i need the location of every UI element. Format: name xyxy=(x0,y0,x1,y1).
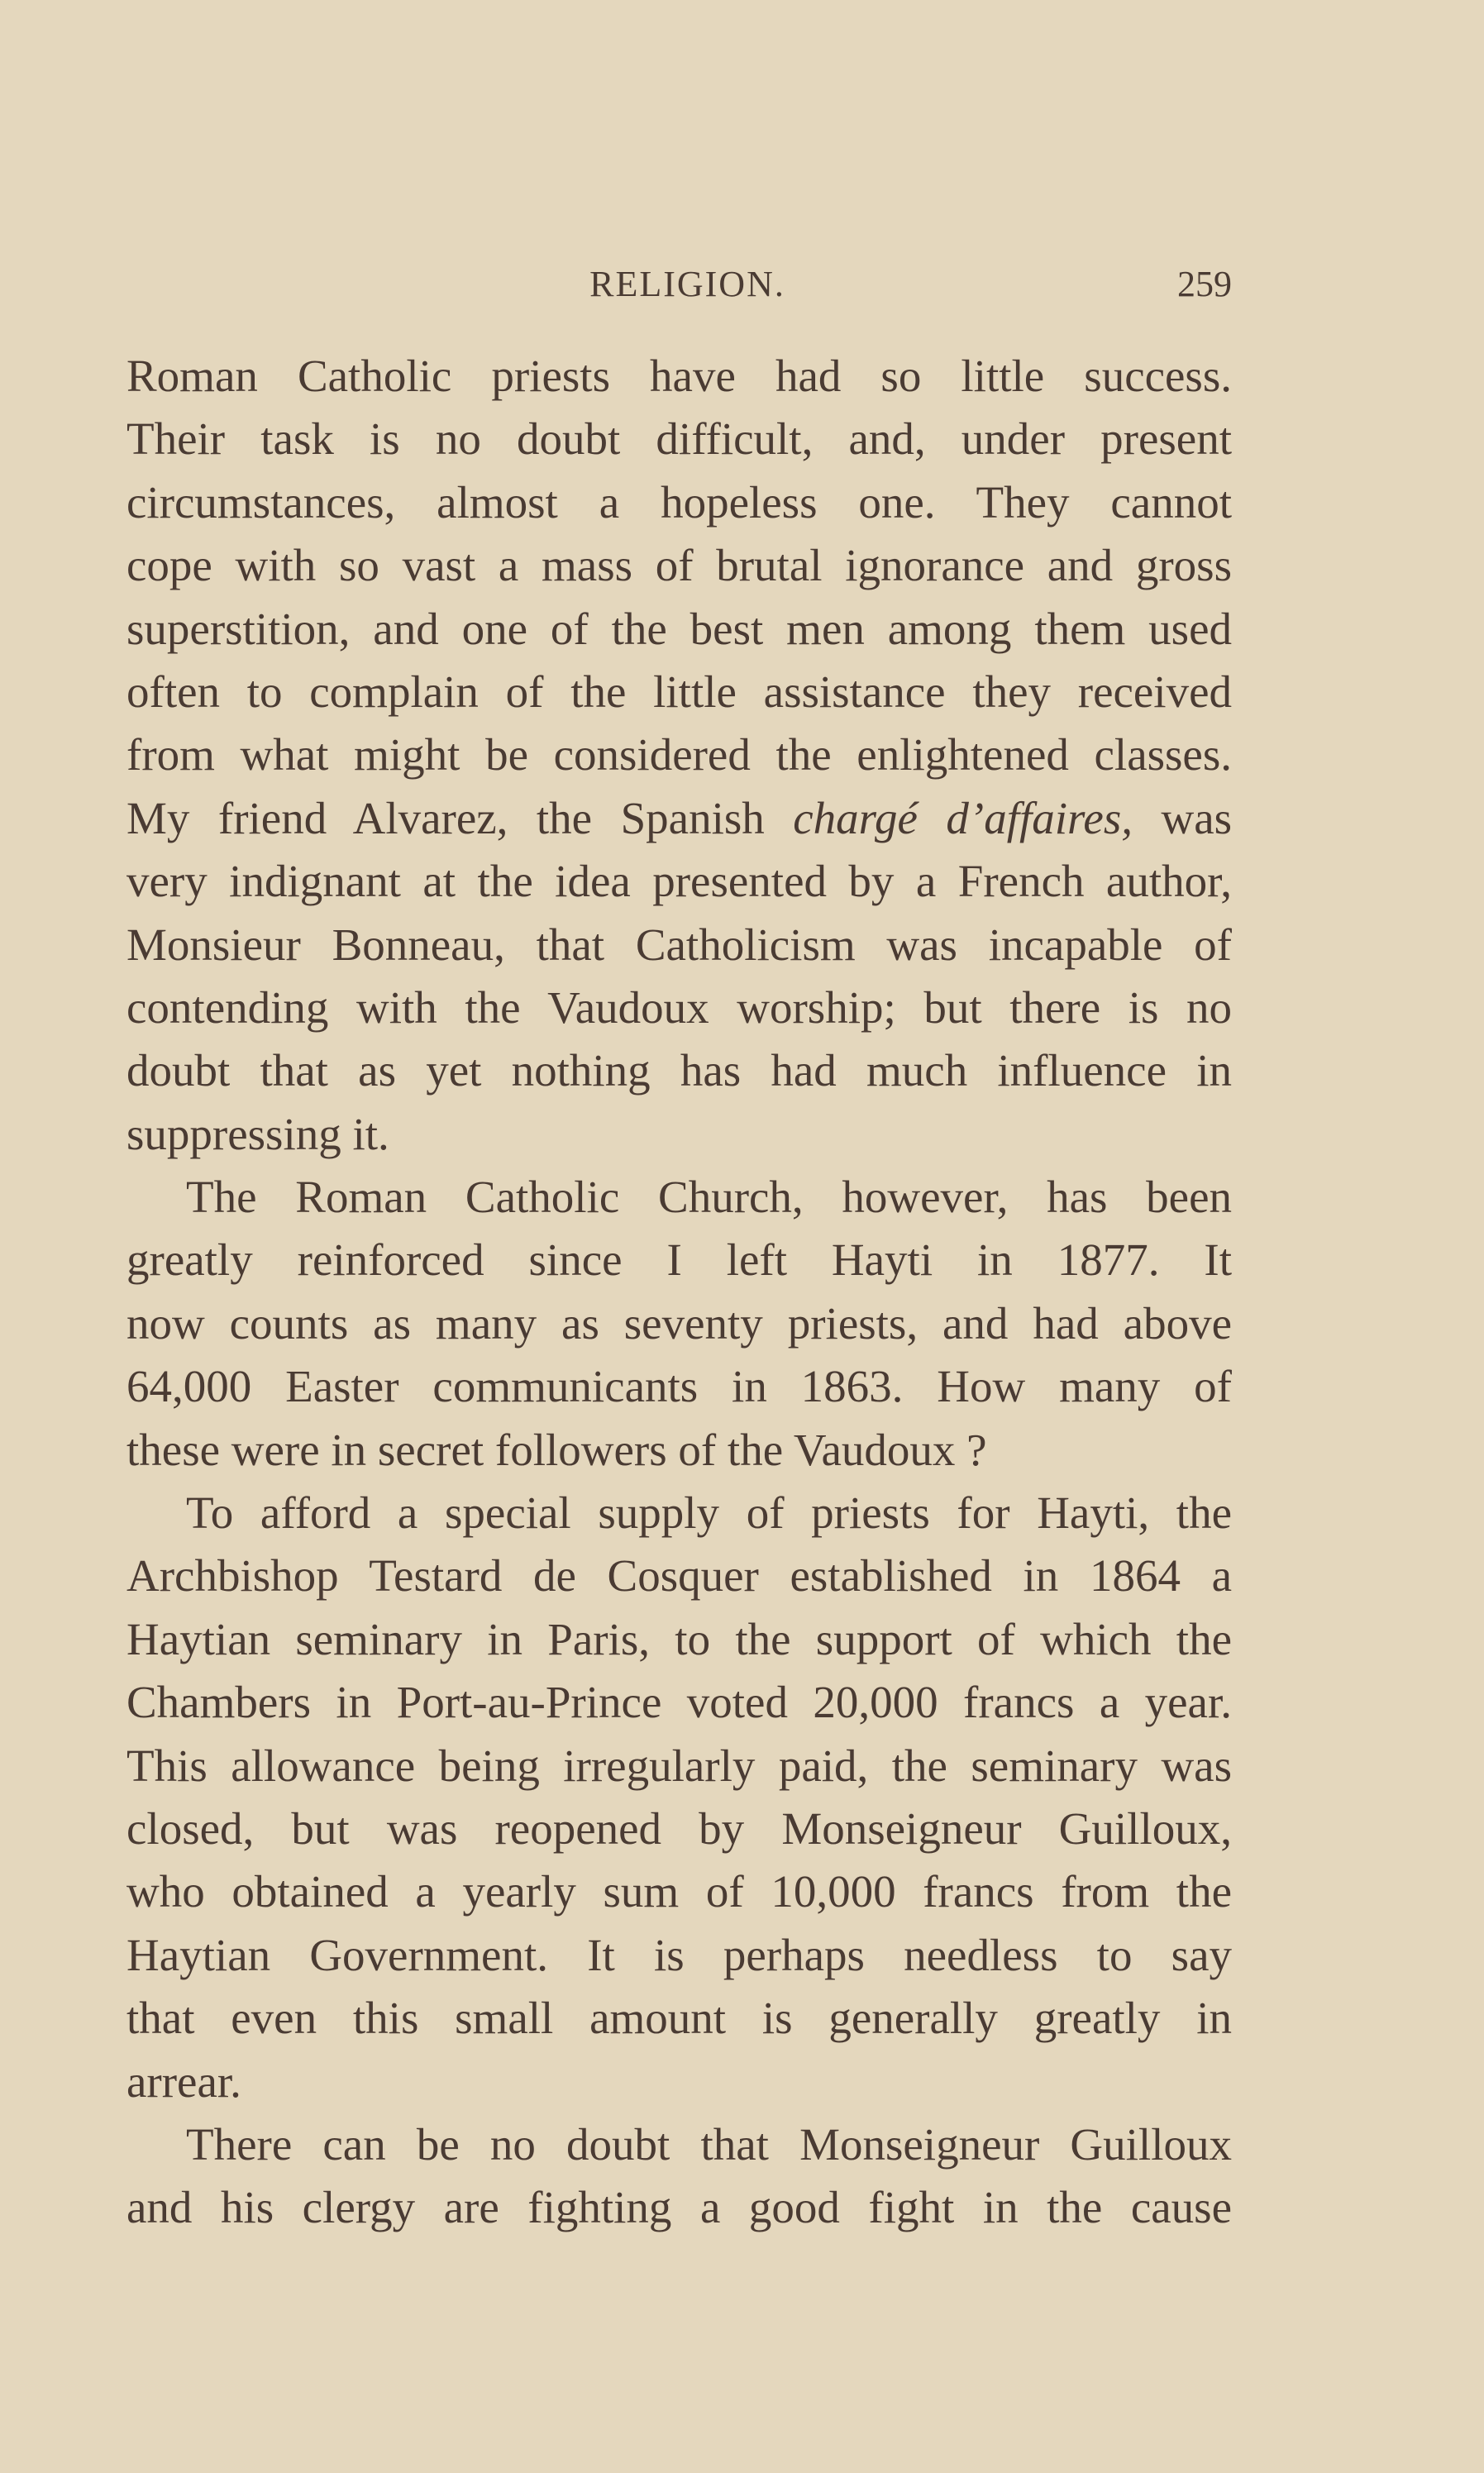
text-line: Chambers in Port-au-Prince voted 20,000 francs a year. xyxy=(126,1677,1232,1728)
paragraph-start-line: There can be no doubt that Monseigneur Guilloux xyxy=(186,2118,1232,2170)
text-line: superstition, and one of the best men among them used xyxy=(126,603,1232,654)
text-line: Haytian seminary in Paris, to the support of which the xyxy=(126,1613,1232,1664)
text-line: Their task is no doubt difficult, and, under present xyxy=(126,413,1232,465)
text-line: cope with so vast a mass of brutal ignorance and gross xyxy=(126,540,1232,591)
text-line: circumstances, almost a hopeless one. They cannot xyxy=(126,476,1232,528)
text-line xyxy=(126,787,1232,850)
text-line: Haytian Government. It is perhaps needless to say xyxy=(126,1929,1232,1980)
text-line: This allowance being irregularly paid, the seminary was xyxy=(126,1740,1232,1791)
text-line: often to complain of the little assistance they received xyxy=(126,666,1232,717)
text-line: now counts as many as seventy priests, and had above xyxy=(126,1297,1232,1349)
text-line: who obtained a yearly sum of 10,000 francs from the xyxy=(126,1866,1232,1917)
text-line: that even this small amount is generally greatly in xyxy=(126,1993,1232,2044)
running-header xyxy=(126,263,1232,313)
text-line: these were in secret followers of the Vaudoux ? xyxy=(126,1424,987,1475)
text-line: greatly reinforced since I left Hayti in 1877. It xyxy=(126,1234,1232,1286)
text-segment: My friend Alvarez, the Spanish xyxy=(126,792,794,843)
text-line: very indignant at the idea presented by a French author, xyxy=(126,856,1232,907)
text-line: contending with the Vaudoux worship; but there is no xyxy=(126,981,1232,1033)
body-text xyxy=(126,345,1232,2240)
running-title: RELIGION. xyxy=(589,264,785,304)
text-line: Archbishop Testard de Cosquer established in 1864 a xyxy=(126,1550,1232,1602)
paragraph-start-line: To afford a special supply of priests for Hayti, the xyxy=(186,1487,1232,1539)
text-line: from what might be considered the enlightened classes. xyxy=(126,729,1232,781)
text-line: and his clergy are fighting a good fight in the cause xyxy=(126,2182,1232,2233)
text-line: 64,000 Easter communicants in 1863. How many of xyxy=(126,1361,1232,1412)
text-line: Roman Catholic priests have had so little success. xyxy=(126,351,1232,401)
text-segment: was xyxy=(1161,792,1233,843)
page-number: 259 xyxy=(1177,264,1232,304)
text-line: arrear. xyxy=(126,2055,241,2107)
text-line: closed, but was reopened by Monseigneur Guilloux, xyxy=(126,1802,1232,1854)
text-line: suppressing it. xyxy=(126,1108,389,1159)
italic-phrase: chargé d’affaires, xyxy=(793,792,1133,843)
paragraph-start-line: The Roman Catholic Church, however, has been xyxy=(186,1172,1232,1223)
text-line: Monsieur Bonneau, that Catholicism was incapable of xyxy=(126,919,1232,970)
text-line: doubt that as yet nothing has had much influence in xyxy=(126,1045,1232,1096)
